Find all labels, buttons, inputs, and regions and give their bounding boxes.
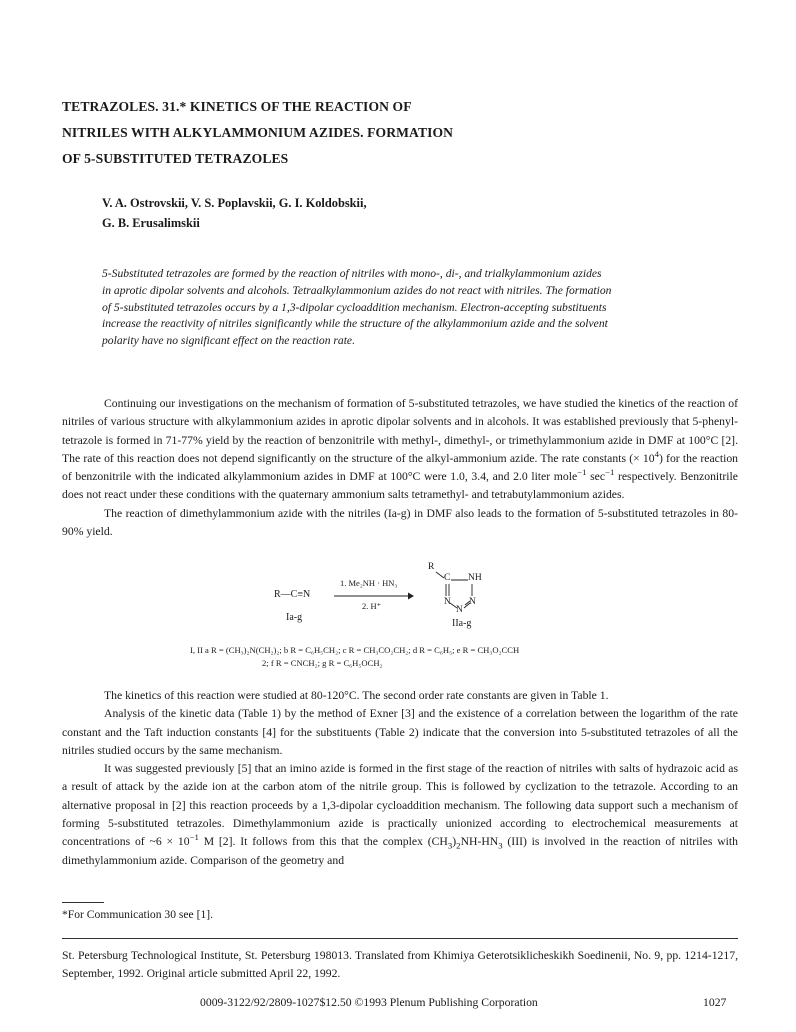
paragraph-3: The kinetics of this reaction were studied at 80-120°C. The second order rate constants are given in Table 1.: [104, 689, 609, 702]
reaction-arrow: [334, 592, 414, 600]
footnote: *For Communication 30 see [1].: [62, 908, 214, 921]
affiliation-divider: [62, 938, 738, 939]
affiliation: St. Petersburg Technological Institute, St. Petersburg 198013. Translated from Khimiya Geterotsiklicheskikh Soedinenii, No. 9, pp. 1214-1217, September, 1992. Original article submitted April 22, 1992.: [62, 949, 738, 981]
abstract-line-4: increase the reactivity of nitriles significantly while the structure of the alkylammonium azide and the solvent: [102, 317, 608, 331]
copyright-line: 0009-3122/92/2809-1027$12.50 ©1993 Plenum Publishing Corporation: [200, 996, 538, 1009]
product-n-left: N: [444, 597, 451, 607]
title-line-3: OF 5-SUBSTITUTED TETRAZOLES: [62, 151, 289, 166]
author-line-2: G. B. Erusalimskii: [102, 216, 200, 230]
footnote-divider: [62, 902, 104, 903]
paragraph-5: It was suggested previously [5] that an imino azide is formed in the first stage of the reaction of nitriles with salts of hydrazoic acid as a result of attack by the azide ion at the carbon atom of the nitrile group. This is followed by cyclization to the tetrazole. According to an alternative proposal in [2] this reaction proceeds by a 1,3-dipolar cycloaddition mechanism. The following data support such a mechanism of forming 5-substituted tetrazoles. Dimethylammonium azide is practically unionized according to electrochemical measurements at concentrations of ~6 × $10^{-1}$ M [2]. It follows from this that the complex $(CH_3)_2NH-HN_3$ (III) is involved in the reaction of nitriles with dimethylammonium azide. Comparison of the geometry and: [62, 762, 738, 867]
reactant-label: Ia-g: [286, 612, 303, 623]
abstract-line-2: in aprotic dipolar solvents and alcohols. Tetraalkylammonium azides do not react with nitriles. The formation: [102, 283, 612, 297]
reagent-step-2: 2. H⁺: [362, 601, 382, 611]
paragraph-2: The reaction of dimethylammonium azide with the nitriles (Ia-g) in DMF also leads to the formation of 5-substituted tetrazoles in 80-90% yield.: [62, 506, 738, 539]
reactant-formula: R—C≡N: [274, 589, 311, 600]
abstract: [102, 266, 702, 350]
scheme-legend-line-2: 2; f R = CNCH₂; g R = C₆H₅OCH₂: [262, 658, 383, 668]
author-list: [102, 193, 662, 233]
article-title: [62, 94, 662, 172]
abstract-line-3: of 5-substituted tetrazoles occurs by a 1,3-dipolar cycloaddition mechanism. Electron-accepting substituents: [102, 300, 607, 314]
title-line-2: NITRILES WITH ALKYLAMMONIUM AZIDES. FORMATION: [62, 125, 454, 140]
product-nh: NH: [468, 573, 482, 583]
product-n-right: N: [469, 597, 476, 607]
abstract-line-1: 5-Substituted tetrazoles are formed by the reaction of nitriles with mono-, di-, and trialkylammonium azides: [102, 267, 602, 280]
product-label: IIa-g: [452, 618, 472, 629]
product-r-group: R: [428, 562, 435, 572]
product-carbon: C: [444, 573, 451, 583]
body-text-upper: [62, 395, 738, 541]
author-line-1: V. A. Ostrovskii, V. S. Poplavskii, G. I. Koldobskii,: [102, 196, 367, 210]
paragraph-1: Continuing our investigations on the mechanism of formation of 5-substituted tetrazoles, we have studied the kinetics of the reaction of nitriles of various structure with alkylammonium azides in aprotic dipolar solvents and in alcohols. It was established previously that 5-phenyl-tetrazole is formed in 71-77% yield by the reaction of benzonitrile with methyl-, dimethyl-, or trimethylammonium azide in DMF at 100°C [2]. The rate of this reaction does not depend significantly on the structure of the alkyl-ammonium azide. The rate constants (× $10^4$) for the reaction of benzonitrile with the indicated alkylammonium azides in DMF at 100°C were 1.0, 3.4, and 2.0 liter mole$^{-1}$ $\sec^{-1}$ respectively. Benzonitrile does not react under these conditions with the quaternary ammonium salts tetramethyl- and tetrabutylammonium azides.: [62, 397, 739, 502]
reagent-step-1: 1. Me₂NH · HN₃: [340, 578, 398, 588]
title-line-1: TETRAZOLES. 31.* KINETICS OF THE REACTION OF: [62, 99, 412, 114]
scheme-legend: [190, 644, 670, 670]
tetrazole-ring-bonds: [424, 562, 504, 622]
paragraph-4: Analysis of the kinetic data (Table 1) by the method of Exner [3] and the existence of a correlation between the logarithm of the rate constant and the Taft induction constants [4] for the substituents (Table 2) indicate that the conversion into 5-substituted tetrazoles of all the nitriles studied occurs by the same mechanism.: [62, 707, 738, 757]
abstract-line-5: polarity have no significant effect on the reaction rate.: [102, 334, 355, 348]
reaction-scheme: [270, 562, 530, 634]
scheme-legend-line-1: I, II a R = (CH₃)₂N(CH₂)₂; b R = C₆H₅CH₂; c R = CH₃CO₂CH₂; d R = C₆H₅; e R = CH₃O₂CCH: [190, 645, 520, 655]
product-n-mid: N: [456, 605, 463, 615]
page-number: 1027: [703, 996, 727, 1009]
body-text-lower: [62, 687, 738, 870]
